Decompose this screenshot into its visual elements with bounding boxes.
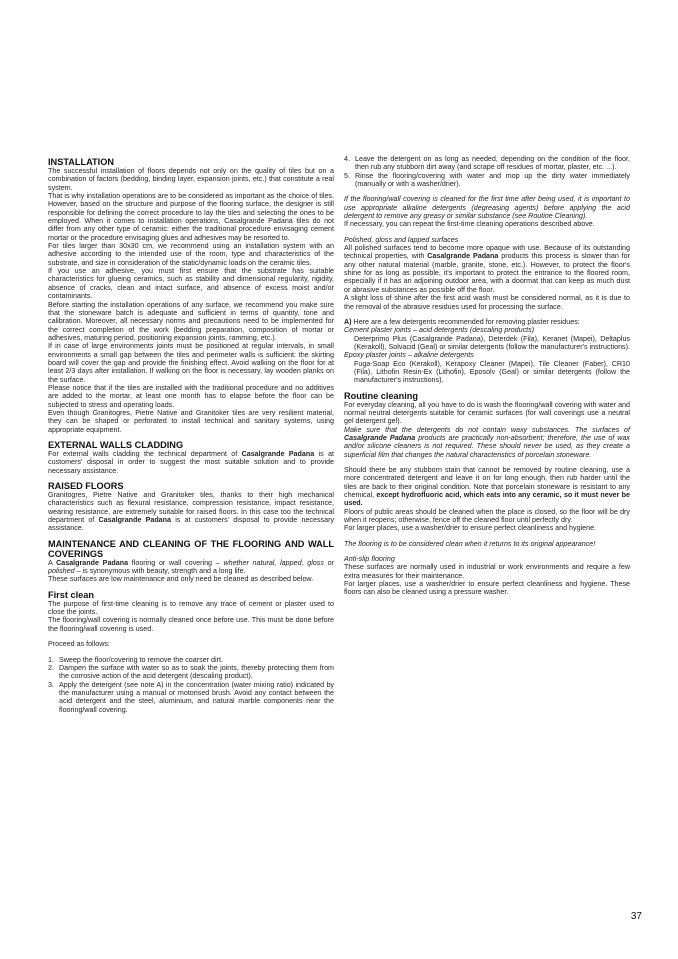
stubborn-stain-text bbox=[344, 466, 630, 508]
external-walls-text bbox=[48, 450, 334, 475]
text-span: Should there be any stubborn stain that cannot be removed by routine cleaning, use a more concentrated detergent and leave it on for long enough, then rub harder until the tiles are back to their original condition. Note that porcelain stoneware is resistant to any chemical, bbox=[344, 466, 630, 500]
text-span: flooring or wall covering – bbox=[128, 558, 224, 567]
text-span: is at customers' disposal to provide necessary assistance. bbox=[48, 516, 335, 533]
text-span: For external walls cladding the technical department of bbox=[48, 450, 242, 458]
text-span: A bbox=[48, 558, 57, 567]
maintenance-heading: MAINTENANCE AND CLEANING OF THE FLOORING AND WALL COVERINGS bbox=[48, 538, 334, 559]
brand-name: Casalgrande Padana bbox=[427, 252, 499, 261]
step-text: Dampen the surface with water so as to soak the joints, thereby protecting them from the corrosive action of the acid detergent (descaling product). bbox=[59, 663, 334, 681]
brand-name: Casalgrande Padana bbox=[56, 558, 129, 567]
list-item bbox=[344, 172, 630, 189]
step-text: Sweep the floor/covering to remove the coarser dirt. bbox=[59, 655, 223, 664]
step-text: Leave the detergent on as long as needed, depending on the condition of the floor, then rub any stubborn dirt away (and scrape off residues of mortar, plaster, etc. ...). bbox=[355, 155, 630, 172]
note-a-section bbox=[344, 318, 630, 385]
installation-paragraph: That is why installation operations are to be considered as important as the choice of tiles. However, based on the structure and purpose of the flooring surface, the designer is still responsible for defining the correct procedure to lay the tiles and selecting the ones to be employed. When it comes to installation operations, Casalgrande Padana tiles do not differ from any other type of ceramic: either the traditional procedure envisaging cement mortar or the procedure envisaging glues and adhesives may be resorted to. bbox=[48, 192, 334, 242]
anti-slip-section bbox=[344, 555, 630, 597]
larger-places-text: For larger places, use a washer/drier to ensure perfect cleanliness and hygiene. bbox=[344, 524, 597, 533]
list-item bbox=[48, 681, 334, 714]
epoxy-title: Epoxy plaster joints – alkaline detergents bbox=[344, 351, 474, 360]
anti-slip-text: For larger places, use a washer/drier to ensure perfect cleanliness and hygiene. These floors can also be cleaned using a pressure washer. bbox=[344, 580, 630, 597]
text-span: Make sure that the detergents do not contain waxy substances. The surfaces of bbox=[344, 425, 630, 434]
proceed-text: Proceed as follows: bbox=[48, 640, 110, 649]
installation-section bbox=[48, 157, 334, 434]
italic-span: whether natural, lapped, gloss or polished bbox=[48, 558, 334, 576]
cement-title: Cement plaster joints – acid detergents (descaling products) bbox=[344, 326, 535, 335]
right-column bbox=[344, 155, 630, 597]
text-span: products this process is slower than for any other natural material (marble, granite, stone, etc.). However, to protect the floor's shine for as long as possible, it's important to protect the entrance to the floored room, especially if it has an adjoining outdoor area, with a doormat that can keep as much dust or abrasive substances as possible off the floor. bbox=[344, 252, 630, 294]
step-text: Rinse the flooring/covering with water and mop up the dirty water immediately (manually or with a washer/drier). bbox=[355, 171, 630, 189]
routine-cleaning-section bbox=[344, 391, 630, 549]
list-item bbox=[48, 664, 334, 681]
repeat-note: If necessary, you can repeat the first-time cleaning operations described above. bbox=[344, 220, 595, 229]
polished-text bbox=[344, 244, 630, 294]
text-span: is at customers' disposal in order to suggest the most suitable solution and to provide necessary assistance. bbox=[48, 450, 334, 475]
brand-name: Casalgrande Padana bbox=[344, 433, 416, 442]
installation-paragraph: Before starting the installation operations of any surface, we recommend you make sure that the stoneware batch is adequate and sufficient in terms of quantity, tone and calibration. Moreover, all necessary norms and precautions need to be implemented for the correct completion of the work (bedding preparation, composition of mortar or adhesives, maturing period, positioning expansion joints, ramming, etc.). bbox=[48, 300, 334, 342]
note-a-intro bbox=[344, 318, 630, 326]
step-number: 2. bbox=[48, 663, 54, 672]
polished-section bbox=[344, 236, 630, 311]
page-number: 37 bbox=[630, 911, 642, 922]
step-number: 4. bbox=[344, 155, 350, 163]
routine-italic-note bbox=[344, 426, 630, 459]
first-clean-steps bbox=[48, 656, 334, 714]
external-walls-heading: EXTERNAL WALLS CLADDING bbox=[48, 440, 184, 450]
text-span: Granitogres, Pietre Native and Granitoker tiles, thanks to their high mechanical characteristics such as flexural resistance, compression resistance, impact resistance, wearing resistance, are extremely suitable for raised floors. In this case too the technical department of bbox=[48, 491, 334, 525]
maintenance-intro bbox=[48, 559, 334, 576]
anti-slip-subheading: Anti-slip flooring bbox=[344, 555, 395, 564]
installation-paragraph: For tiles larger than 30x30 cm, we recommend using an installation system with an adhesive according to the intended use of the room, type and characteristics of the substrate, and size in consideration of the static/dynamic loads on the ceramic tiles. bbox=[48, 242, 334, 267]
step-text: Apply the detergent (see note A) in the concentration (water mixing ratio) indicated by the manufacturer using a manual or motorised brush. Avoid any contact between the acid detergent and the steel, aluminium, and natural marble components near the flooring/wall covering. bbox=[59, 680, 334, 714]
installation-paragraph: If in case of large environments joints must be positioned at regular intervals, in small environments a small gap between the tiles and perimeter walls is sufficient: the skirting board will cover the gap and provide the finishing effect. Avoid walking on the floor for at least 2/3 days after installation. If walking on the floor is necessary, lay wooden planks on the surface. bbox=[48, 342, 334, 384]
external-walls-section bbox=[48, 440, 334, 475]
epoxy-text: Fuga-Soap Eco (Kerakoll), Kerapoxy Cleaner (Mapei), Tile Cleaner (Faber), CR10 (Fila), Lithofin Resin-Ex (Lithofin), Eposolv (Geal) or similar detergents (follow the manufacturer's instructions). bbox=[354, 359, 630, 385]
maintenance-section bbox=[48, 539, 334, 584]
first-clean-heading: First clean bbox=[48, 589, 94, 600]
raised-floors-section bbox=[48, 481, 334, 533]
list-item bbox=[344, 155, 630, 172]
first-clean-text: The purpose of first-time cleaning is to remove any trace of cement or plaster used to close the joints. bbox=[48, 599, 334, 617]
step-number: 5. bbox=[344, 171, 350, 180]
step-number: 3. bbox=[48, 680, 54, 689]
list-item bbox=[48, 656, 334, 664]
raised-floors-heading: RAISED FLOORS bbox=[48, 481, 124, 492]
text-span: products are practically non-absorbent; therefore, the use of wax and/or silicone cleaners is not required. These should never be used, as they create a superficial film that changes the natural characteristics of porcelain stoneware. bbox=[344, 433, 630, 459]
routine-text: For everyday cleaning, all you have to do is wash the flooring/wall covering with water and normal neutral detergents suitable for ceramic surfaces (for wall coverings use a neutral gel detergent gel). bbox=[344, 400, 630, 426]
installation-paragraph: If you use an adhesive, you must first ensure that the substrate has suitable characteristics for glueing ceramics, such as stability and dimensional regularity, rigidity, absence of cracks, clean and intact surface, and absence of excess moist and/or contaminants. bbox=[48, 267, 334, 301]
left-column bbox=[48, 157, 334, 714]
first-clean-section bbox=[48, 590, 334, 714]
first-clean-steps-continued bbox=[344, 155, 630, 188]
cement-text: Deterprimo Plus (Casalgrande Padana), Deterdek (Fila), Keranet (Mapei), Deltaplus (Kerakoll), Solvacid (Geal) or similar detergents (follow the manufacturer's instructions). bbox=[354, 334, 630, 351]
first-clean-text: The flooring/wall covering is normally cleaned once before use. This must be done before the flooring/wall covering is used. bbox=[48, 616, 334, 633]
text-span: Here are a few detergents recommended for removing plaster residues: bbox=[351, 317, 580, 326]
text-span: All polished surfaces tend to become more opaque with use. Because of its outstanding technical properties, with bbox=[344, 244, 630, 261]
public-areas-text: Floors of public areas should be cleaned when the place is closed, so the floor will be dry when it reopens; otherwise, fence off the cleaned floor until perfectly dry. bbox=[344, 507, 630, 525]
brand-name: Casalgrande Padana bbox=[241, 450, 315, 458]
anti-slip-text: These surfaces are normally used in industrial or work environments and require a few extra measures for their maintenance. bbox=[344, 563, 630, 580]
text-span: – is synonymous with beauty, strength and a long life. bbox=[74, 567, 246, 576]
installation-paragraph: Even though Granitogres, Pietre Native and Granitoker tiles are very resilient material, they can be shaped or perforated to install technical and sanitary systems, using appropriate equipment. bbox=[48, 408, 334, 434]
routine-cleaning-heading: Routine cleaning bbox=[344, 390, 419, 401]
brand-name: Casalgrande Padana bbox=[98, 516, 171, 525]
maintenance-text: These surfaces are low maintenance and only need be cleaned as described below. bbox=[48, 575, 314, 584]
step-number: 1. bbox=[48, 655, 54, 664]
first-time-note: If the flooring/wall covering is cleaned for the first time after being used, it is important to use appropriate alkaline detergents (degreasing agents) before applying the acid detergent to remove any greasy or similar substance (see Routine Cleaning). bbox=[344, 195, 630, 221]
installation-heading: INSTALLATION bbox=[48, 157, 115, 167]
clean-appearance-note: The flooring is to be considered clean when it returns to its original appearance! bbox=[344, 539, 596, 548]
polished-text: A slight loss of shine after the first acid wash must be considered normal, as it is due to the removal of the abrasive residues used for processing the surface. bbox=[344, 294, 630, 311]
polished-subheading: Polished, gloss and lapped surfaces bbox=[344, 235, 459, 244]
note-label: A) bbox=[344, 317, 352, 326]
installation-paragraph: Please notice that if the tiles are installed with the traditional procedure and no additives are added to the mortar, at least one month has to elapse before the floor can be subjected to stress and operating loads. bbox=[48, 383, 334, 409]
warning-text: except hydrofluoric acid, which eats into any ceramic, so it must never be used. bbox=[344, 491, 630, 508]
raised-floors-text bbox=[48, 491, 334, 533]
installation-paragraph: The successful installation of floors depends not only on the quality of tiles but on a combination of factors (bedding, binding layer, expansion joints, etc.) that constitute a real system. bbox=[48, 167, 334, 192]
